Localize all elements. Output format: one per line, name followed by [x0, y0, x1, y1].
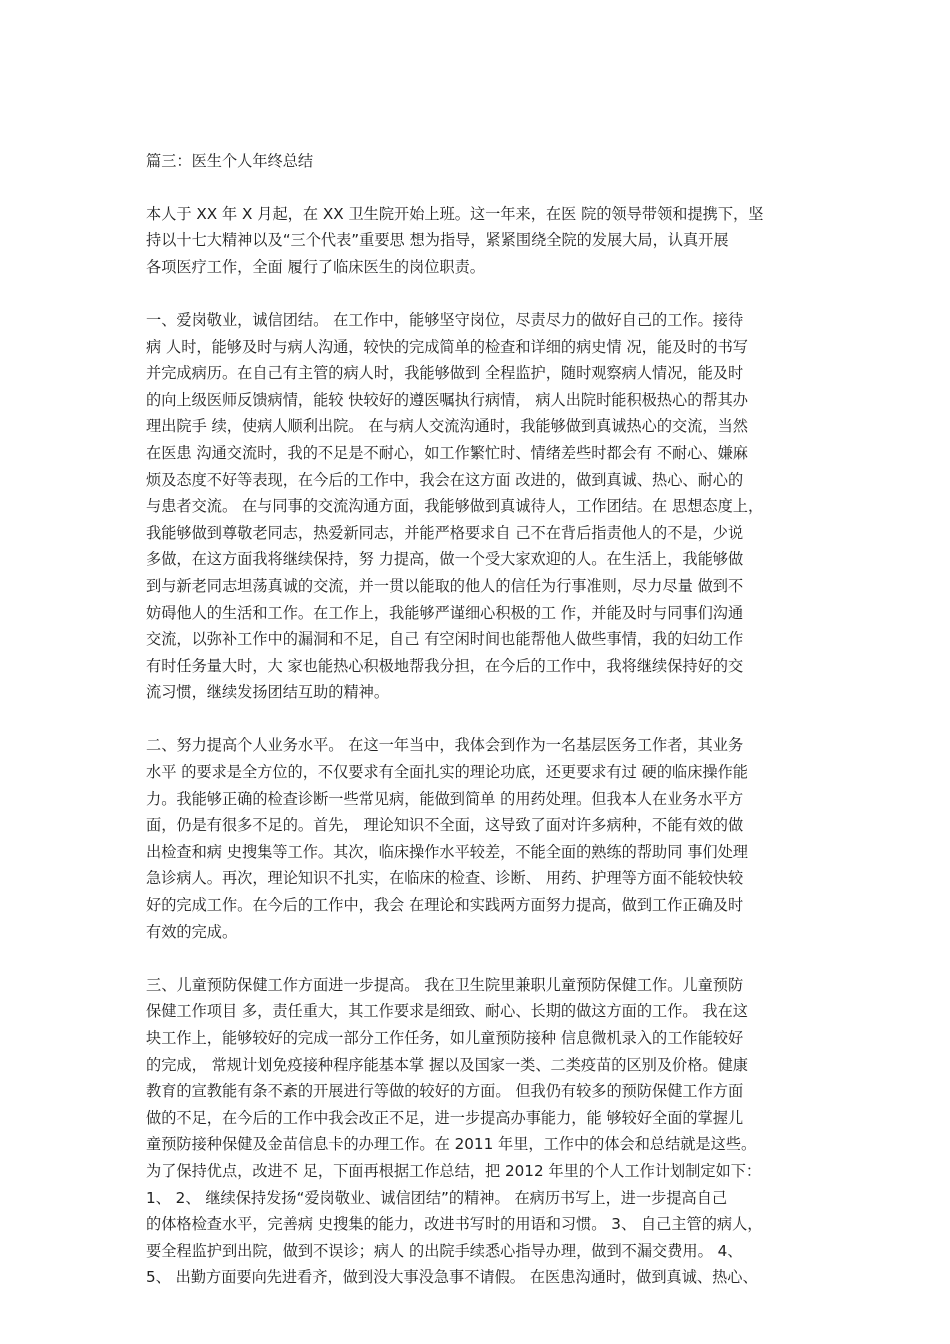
text-line: 妨碍他人的生活和工作。在工作上，我能够严谨细心积极的工 作，并能及时与同事们沟通	[146, 603, 744, 622]
text-line: 理出院手 续，使病人顺利出院。 在与病人交流沟通时，我能够做到真诚热心的交流，当然	[146, 417, 748, 436]
text-line: 到与新老同志坦荡真诚的交流，并一贯以能取的他人的信任为行事准则，尽力尽量 做到不	[146, 576, 744, 595]
text-line: 保健工作项目 多，责任重大，其工作要求是细致、耐心、长期的做这方面的工作。 我在这	[146, 1002, 748, 1021]
paragraph-section-3	[146, 972, 822, 1291]
paragraph-intro	[146, 201, 822, 281]
text-line: 我能够做到尊敬老同志，热爱新同志，并能严格要求自 己不在背后指责他人的不是，少说	[146, 523, 744, 542]
text-line: 三、儿童预防保健工作方面进一步提高。 我在卫生院里兼职儿童预防保健工作。儿童预防	[146, 975, 744, 994]
text-line: 5、 出勤方面要向先进看齐，做到没大事没急事不请假。 在医患沟通时，做到真诚、热心、	[146, 1268, 758, 1287]
text-line: 块工作上，能够较好的完成一部分工作任务，如儿童预防接种 信息微机录入的工作能较好	[146, 1029, 744, 1047]
text-line: 要全程监护到出院，做到不误诊；病人 的出院手续悉心指导办理，做到不漏交费用。 4、	[146, 1241, 743, 1260]
text-line: 持以十七大精神以及“三个代表”重要思 想为指导，紧紧围绕全院的发展大局，认真开展	[146, 231, 729, 250]
text-line: 面，仍是有很多不足的。首先， 理论知识不全面，这导致了面对许多病种，不能有效的做	[146, 816, 744, 835]
text-line: 流习惯，继续发扬团结互助的精神。	[146, 683, 389, 702]
text-line: 1、 2、 继续保持发扬“爱岗敬业、诚信团结”的精神。 在病历书写上，进一步提高自己	[146, 1188, 728, 1207]
text-line: 的完成， 常规计划免疫接种程序能基本掌 握以及国家一类、二类疫苗的区别及价格。健康	[146, 1055, 748, 1074]
text-line: 水平 的要求是全方位的，不仅要求有全面扎实的理论功底，还更要求有过 硬的临床操作能	[146, 763, 748, 782]
text-line: 并完成病历。在自己有主管的病人时，我能够做到 全程监护，随时观察病人情况，能及时	[146, 364, 744, 383]
paragraph-section-1	[146, 307, 822, 706]
text-line: 急诊病人。再次，理论知识不扎实，在临床的检查、诊断、 用药、护理等方面不能较快较	[146, 869, 744, 888]
text-line: 为了保持优点，改进不 足，下面再根据工作总结，把 2012 年里的个人工作计划制定如下：	[146, 1161, 762, 1180]
text-line: 童预防接种保健及金苗信息卡的办理工作。在 2011 年里，工作中的体会和总结就是这些。	[146, 1135, 757, 1154]
text-line: 本人于 XX 年 X 月起，在 XX 卫生院开始上班。这一年来，在医 院的领导带领和提携下，坚	[146, 204, 764, 223]
text-line: 做的不足，在今后的工作中我会改正不足，进一步提高办事能力，能 够较好全面的掌握儿	[146, 1108, 744, 1127]
text-line: 交流，以弥补工作中的漏洞和不足，自己 有空闲时间也能帮他人做些事情，我的妇幼工作	[146, 630, 744, 649]
paragraph-section-2	[146, 732, 822, 945]
text-line: 的向上级医师反馈病情，能较 快较好的遵医嘱执行病情， 病人出院时能积极热心的帮其办	[146, 390, 748, 409]
text-line: 出检查和病 史搜集等工作。其次，临床操作水平较差，不能全面的熟练的帮助同 事们处理	[146, 842, 748, 861]
text-line: 多做，在这方面我将继续保持，努 力提高，做一个受大家欢迎的人。在生活上，我能够做	[146, 550, 744, 569]
text-line: 各项医疗工作，全面 履行了临床医生的岗位职责。	[146, 257, 485, 276]
text-line: 好的完成工作。在今后的工作中，我会 在理论和实践两方面努力提高，做到工作正确及时	[146, 896, 744, 915]
text-line: 一、爱岗敬业，诚信团结。 在工作中，能够坚守岗位，尽责尽力的做好自己的工作。接待	[146, 310, 744, 329]
text-line: 力。我能够正确的检查诊断一些常见病，能做到简单 的用药处理。但我本人在业务水平方	[146, 789, 744, 808]
text-line: 有效的完成。	[146, 922, 238, 941]
text-line: 有时任务量大时，大 家也能热心积极地帮我分担，在今后的工作中，我将继续保持好的交	[146, 656, 744, 675]
document-title: 篇三：医生个人年终总结	[146, 152, 314, 170]
text-line: 在医患 沟通交流时，我的不足是不耐心，如工作繁忙时、情绪差些时都会有 不耐心、嫌麻	[146, 443, 748, 462]
text-line: 二、努力提高个人业务水平。 在这一年当中，我体会到作为一名基层医务工作者，其业务	[146, 736, 744, 755]
text-line: 教育的宣教能有条不紊的开展进行等做的较好的方面。 但我仍有较多的预防保健工作方面	[146, 1082, 744, 1101]
document-body	[146, 148, 822, 1318]
text-line: 与患者交流。 在与同事的交流沟通方面，我能够做到真诚待人，工作团结。在 思想态度上，	[146, 497, 764, 516]
text-line: 病 人时，能够及时与病人沟通，较快的完成简单的检查和详细的病史情 况，能及时的书写	[146, 337, 748, 356]
text-line: 的体格检查水平，完善病 史搜集的能力，改进书写时的用语和习惯。 3、 自己主管的病人，	[146, 1215, 763, 1234]
text-line: 烦及态度不好等表现，在今后的工作中，我会在这方面 改进的，做到真诚、热心、耐心的	[146, 470, 744, 489]
